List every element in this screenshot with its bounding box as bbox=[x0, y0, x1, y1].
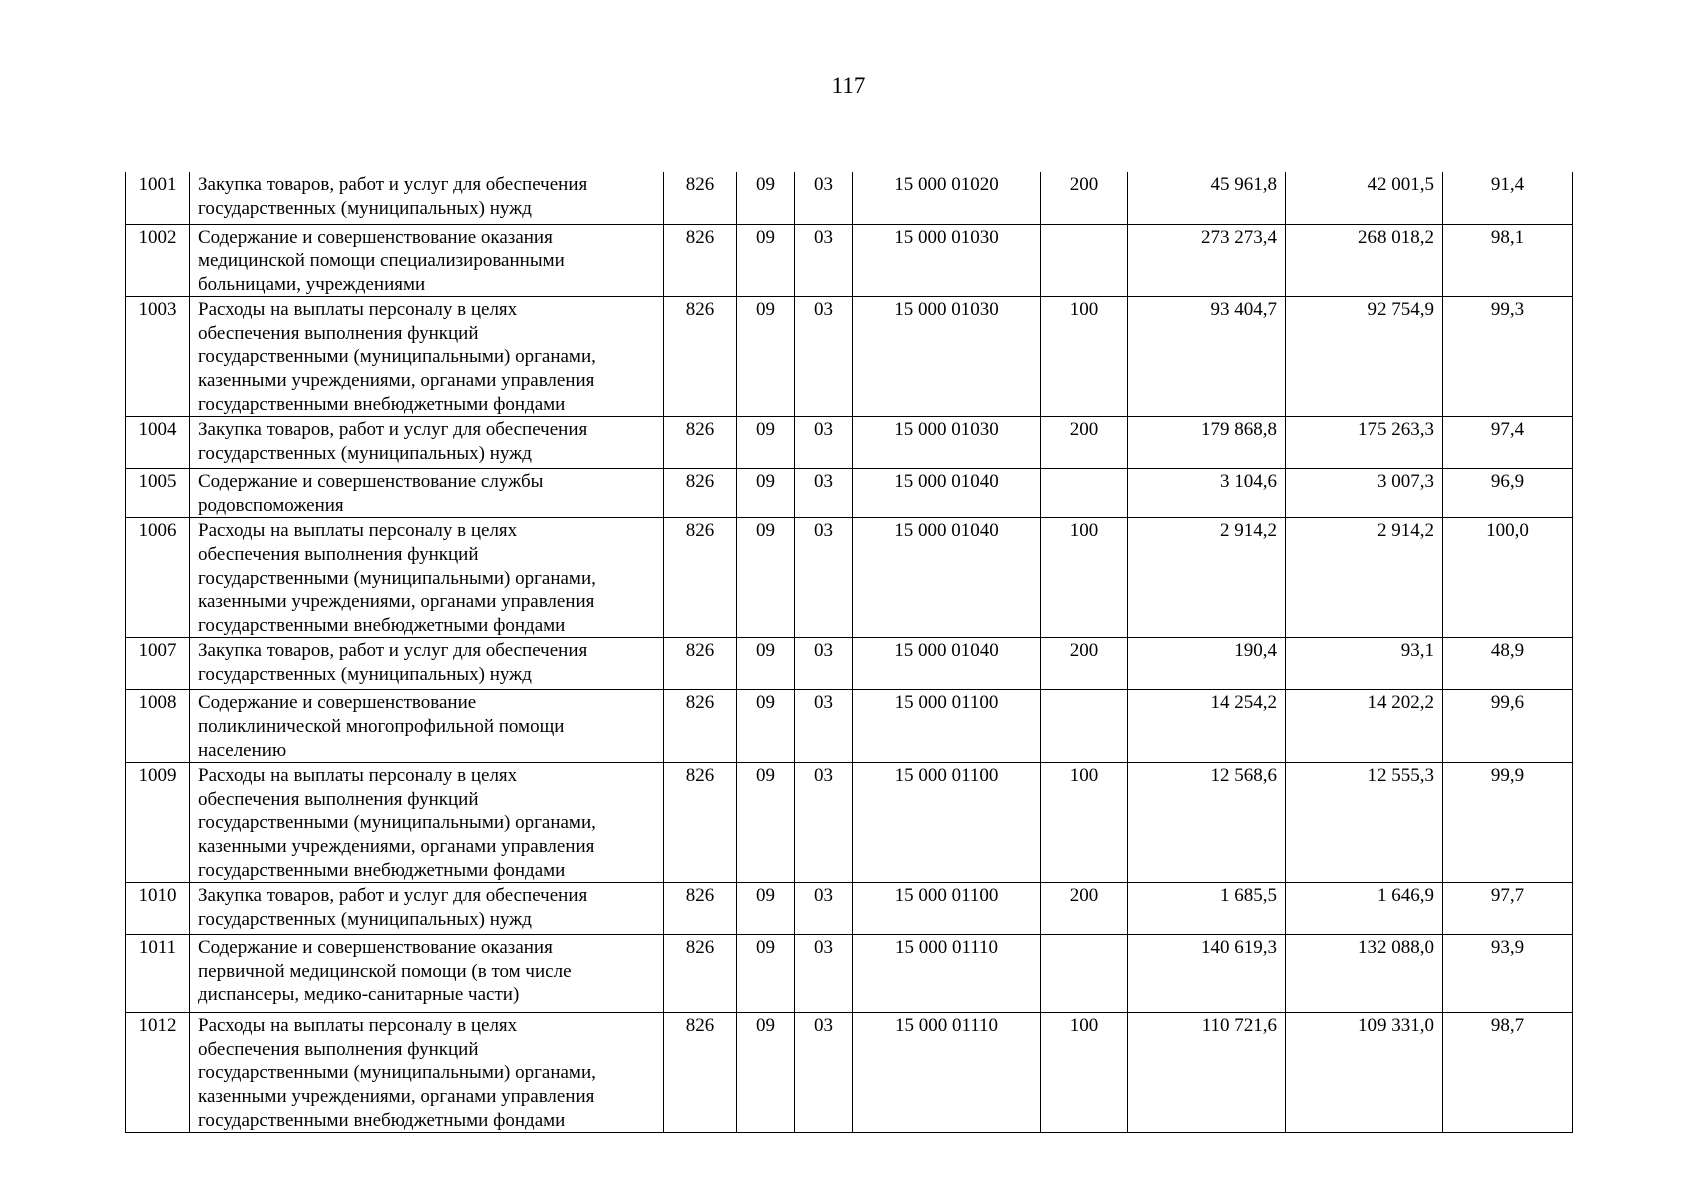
cell-subsection: 03 bbox=[795, 935, 853, 1013]
cell-admin-code: 826 bbox=[664, 935, 737, 1013]
cell-row-number: 1007 bbox=[126, 638, 190, 690]
cell-actual-amount: 132 088,0 bbox=[1286, 935, 1443, 1013]
cell-section: 09 bbox=[737, 518, 795, 638]
cell-planned-amount: 2 914,2 bbox=[1128, 518, 1286, 638]
cell-subsection: 03 bbox=[795, 172, 853, 224]
cell-description bbox=[190, 469, 664, 518]
cell-section: 09 bbox=[737, 638, 795, 690]
table-row bbox=[126, 935, 1573, 1013]
cell-expense-type: 100 bbox=[1041, 1013, 1128, 1133]
description-line: государственными (муниципальными) органами, bbox=[198, 346, 596, 368]
description-line: Расходы на выплаты персоналу в целях bbox=[198, 1015, 518, 1037]
cell-execution-percent: 99,6 bbox=[1443, 690, 1573, 763]
cell-section: 09 bbox=[737, 883, 795, 935]
cell-description bbox=[190, 417, 664, 469]
cell-target-article: 15 000 01030 bbox=[853, 417, 1041, 469]
cell-execution-percent: 97,7 bbox=[1443, 883, 1573, 935]
cell-planned-amount: 93 404,7 bbox=[1128, 297, 1286, 417]
cell-target-article: 15 000 01030 bbox=[853, 297, 1041, 417]
cell-section: 09 bbox=[737, 297, 795, 417]
description-line: государственными (муниципальными) органами, bbox=[198, 567, 596, 589]
cell-target-article: 15 000 01110 bbox=[853, 1013, 1041, 1133]
table-row bbox=[126, 1013, 1573, 1133]
cell-planned-amount: 273 273,4 bbox=[1128, 224, 1286, 297]
table-row bbox=[126, 172, 1573, 224]
cell-admin-code: 826 bbox=[664, 469, 737, 518]
cell-section: 09 bbox=[737, 690, 795, 763]
cell-subsection: 03 bbox=[795, 224, 853, 297]
cell-admin-code: 826 bbox=[664, 883, 737, 935]
budget-table bbox=[125, 172, 1573, 1133]
cell-admin-code: 826 bbox=[664, 518, 737, 638]
cell-description bbox=[190, 935, 664, 1013]
table-row bbox=[126, 883, 1573, 935]
cell-description bbox=[190, 763, 664, 883]
description-line: Расходы на выплаты персоналу в целях bbox=[198, 520, 518, 542]
cell-execution-percent: 93,9 bbox=[1443, 935, 1573, 1013]
cell-section: 09 bbox=[737, 935, 795, 1013]
cell-actual-amount: 175 263,3 bbox=[1286, 417, 1443, 469]
cell-row-number: 1010 bbox=[126, 883, 190, 935]
cell-target-article: 15 000 01100 bbox=[853, 883, 1041, 935]
cell-admin-code: 826 bbox=[664, 638, 737, 690]
description-line: Закупка товаров, работ и услуг для обеспечения bbox=[198, 174, 588, 195]
description-line: диспансеры, медико-санитарные части) bbox=[198, 984, 520, 1006]
table-row bbox=[126, 638, 1573, 690]
cell-row-number: 1012 bbox=[126, 1013, 190, 1133]
description-line: обеспечения выполнения функций bbox=[198, 544, 479, 566]
cell-expense-type: 200 bbox=[1041, 172, 1128, 224]
cell-description bbox=[190, 518, 664, 638]
cell-actual-amount: 1 646,9 bbox=[1286, 883, 1443, 935]
cell-admin-code: 826 bbox=[664, 172, 737, 224]
cell-section: 09 bbox=[737, 417, 795, 469]
cell-description bbox=[190, 883, 664, 935]
cell-target-article: 15 000 01020 bbox=[853, 172, 1041, 224]
cell-subsection: 03 bbox=[795, 297, 853, 417]
cell-expense-type: 100 bbox=[1041, 297, 1128, 417]
cell-description bbox=[190, 690, 664, 763]
cell-planned-amount: 140 619,3 bbox=[1128, 935, 1286, 1013]
cell-target-article: 15 000 01040 bbox=[853, 638, 1041, 690]
description-line: государственными внебюджетными фондами bbox=[198, 614, 566, 636]
cell-execution-percent: 98,7 bbox=[1443, 1013, 1573, 1133]
cell-planned-amount: 179 868,8 bbox=[1128, 417, 1286, 469]
description-line: государственных (муниципальных) нужд bbox=[198, 664, 532, 685]
description-line: государственными (муниципальными) органами, bbox=[198, 1062, 596, 1084]
cell-row-number: 1003 bbox=[126, 297, 190, 417]
cell-subsection: 03 bbox=[795, 518, 853, 638]
description-line: казенными учреждениями, органами управления bbox=[198, 1085, 595, 1107]
cell-planned-amount: 14 254,2 bbox=[1128, 690, 1286, 763]
cell-subsection: 03 bbox=[795, 638, 853, 690]
description-line: обеспечения выполнения функций bbox=[198, 788, 479, 810]
description-line: Содержание и совершенствование bbox=[198, 692, 477, 714]
description-line: поликлинической многопрофильной помощи bbox=[198, 716, 565, 737]
description-line: первичной медицинской помощи (в том числе bbox=[198, 960, 572, 982]
cell-expense-type: 200 bbox=[1041, 883, 1128, 935]
cell-execution-percent: 99,3 bbox=[1443, 297, 1573, 417]
cell-section: 09 bbox=[737, 172, 795, 224]
cell-planned-amount: 45 961,8 bbox=[1128, 172, 1286, 224]
cell-actual-amount: 109 331,0 bbox=[1286, 1013, 1443, 1133]
cell-actual-amount: 92 754,9 bbox=[1286, 297, 1443, 417]
table-row bbox=[126, 224, 1573, 297]
cell-target-article: 15 000 01040 bbox=[853, 518, 1041, 638]
cell-target-article: 15 000 01040 bbox=[853, 469, 1041, 518]
cell-admin-code: 826 bbox=[664, 224, 737, 297]
cell-section: 09 bbox=[737, 469, 795, 518]
description-line: государственными внебюджетными фондами bbox=[198, 393, 566, 415]
cell-target-article: 15 000 01100 bbox=[853, 690, 1041, 763]
table-row bbox=[126, 690, 1573, 763]
cell-row-number: 1011 bbox=[126, 935, 190, 1013]
table-body bbox=[126, 172, 1573, 1133]
description-line: государственных (муниципальных) нужд bbox=[198, 197, 532, 219]
cell-admin-code: 826 bbox=[664, 297, 737, 417]
cell-subsection: 03 bbox=[795, 1013, 853, 1133]
description-line: Расходы на выплаты персоналу в целях bbox=[198, 299, 518, 321]
cell-planned-amount: 12 568,6 bbox=[1128, 763, 1286, 883]
cell-description bbox=[190, 1013, 664, 1133]
cell-expense-type: 100 bbox=[1041, 763, 1128, 883]
description-line: Содержание и совершенствование оказания bbox=[198, 937, 553, 959]
table-row bbox=[126, 417, 1573, 469]
cell-subsection: 03 bbox=[795, 690, 853, 763]
page-number: 117 bbox=[831, 73, 866, 98]
cell-row-number: 1008 bbox=[126, 690, 190, 763]
cell-subsection: 03 bbox=[795, 883, 853, 935]
table-row bbox=[126, 518, 1573, 638]
description-line: медицинской помощи специализированными bbox=[198, 250, 565, 272]
cell-planned-amount: 190,4 bbox=[1128, 638, 1286, 690]
cell-subsection: 03 bbox=[795, 763, 853, 883]
description-line: государственных (муниципальных) нужд bbox=[198, 442, 532, 464]
description-line: родовспоможения bbox=[198, 494, 344, 516]
cell-description bbox=[190, 297, 664, 417]
cell-execution-percent: 100,0 bbox=[1443, 518, 1573, 638]
description-line: казенными учреждениями, органами управления bbox=[198, 370, 595, 392]
cell-execution-percent: 99,9 bbox=[1443, 763, 1573, 883]
table-row bbox=[126, 469, 1573, 518]
cell-actual-amount: 268 018,2 bbox=[1286, 224, 1443, 297]
description-line: Закупка товаров, работ и услуг для обеспечения bbox=[198, 419, 588, 441]
description-line: казенными учреждениями, органами управления bbox=[198, 835, 595, 857]
cell-expense-type: 200 bbox=[1041, 638, 1128, 690]
cell-execution-percent: 48,9 bbox=[1443, 638, 1573, 690]
description-line: населению bbox=[198, 739, 287, 761]
cell-execution-percent: 98,1 bbox=[1443, 224, 1573, 297]
description-line: государственными внебюджетными фондами bbox=[198, 1109, 566, 1131]
cell-expense-type: 200 bbox=[1041, 417, 1128, 469]
cell-row-number: 1005 bbox=[126, 469, 190, 518]
cell-actual-amount: 2 914,2 bbox=[1286, 518, 1443, 638]
description-line: обеспечения выполнения функций bbox=[198, 322, 479, 344]
description-line: обеспечения выполнения функций bbox=[198, 1038, 479, 1060]
cell-row-number: 1001 bbox=[126, 172, 190, 224]
cell-execution-percent: 96,9 bbox=[1443, 469, 1573, 518]
cell-subsection: 03 bbox=[795, 469, 853, 518]
cell-expense-type bbox=[1041, 935, 1128, 1013]
cell-row-number: 1002 bbox=[126, 224, 190, 297]
cell-section: 09 bbox=[737, 763, 795, 883]
cell-row-number: 1009 bbox=[126, 763, 190, 883]
description-line: государственных (муниципальных) нужд bbox=[198, 908, 532, 930]
cell-planned-amount: 1 685,5 bbox=[1128, 883, 1286, 935]
description-line: государственными (муниципальными) органами, bbox=[198, 812, 596, 834]
cell-admin-code: 826 bbox=[664, 763, 737, 883]
cell-actual-amount: 12 555,3 bbox=[1286, 763, 1443, 883]
cell-description bbox=[190, 224, 664, 297]
cell-admin-code: 826 bbox=[664, 1013, 737, 1133]
cell-row-number: 1006 bbox=[126, 518, 190, 638]
cell-actual-amount: 3 007,3 bbox=[1286, 469, 1443, 518]
cell-expense-type: 100 bbox=[1041, 518, 1128, 638]
cell-expense-type bbox=[1041, 469, 1128, 518]
cell-actual-amount: 42 001,5 bbox=[1286, 172, 1443, 224]
cell-section: 09 bbox=[737, 224, 795, 297]
cell-actual-amount: 14 202,2 bbox=[1286, 690, 1443, 763]
cell-row-number: 1004 bbox=[126, 417, 190, 469]
description-line: Расходы на выплаты персоналу в целях bbox=[198, 765, 518, 787]
description-line: Закупка товаров, работ и услуг для обеспечения bbox=[198, 640, 588, 662]
cell-description bbox=[190, 172, 664, 224]
cell-target-article: 15 000 01100 bbox=[853, 763, 1041, 883]
cell-section: 09 bbox=[737, 1013, 795, 1133]
cell-actual-amount: 93,1 bbox=[1286, 638, 1443, 690]
description-line: Содержание и совершенствование службы bbox=[198, 471, 544, 493]
description-line: больницами, учреждениями bbox=[198, 273, 426, 295]
description-line: Закупка товаров, работ и услуг для обеспечения bbox=[198, 885, 588, 907]
cell-planned-amount: 110 721,6 bbox=[1128, 1013, 1286, 1133]
cell-target-article: 15 000 01110 bbox=[853, 935, 1041, 1013]
cell-admin-code: 826 bbox=[664, 417, 737, 469]
cell-target-article: 15 000 01030 bbox=[853, 224, 1041, 297]
cell-admin-code: 826 bbox=[664, 690, 737, 763]
description-line: казенными учреждениями, органами управления bbox=[198, 591, 595, 613]
table-row bbox=[126, 763, 1573, 883]
cell-description bbox=[190, 638, 664, 690]
cell-expense-type bbox=[1041, 224, 1128, 297]
description-line: Содержание и совершенствование оказания bbox=[198, 226, 553, 248]
cell-expense-type bbox=[1041, 690, 1128, 763]
cell-planned-amount: 3 104,6 bbox=[1128, 469, 1286, 518]
cell-execution-percent: 91,4 bbox=[1443, 172, 1573, 224]
cell-subsection: 03 bbox=[795, 417, 853, 469]
table-row bbox=[126, 297, 1573, 417]
cell-execution-percent: 97,4 bbox=[1443, 417, 1573, 469]
description-line: государственными внебюджетными фондами bbox=[198, 859, 566, 881]
